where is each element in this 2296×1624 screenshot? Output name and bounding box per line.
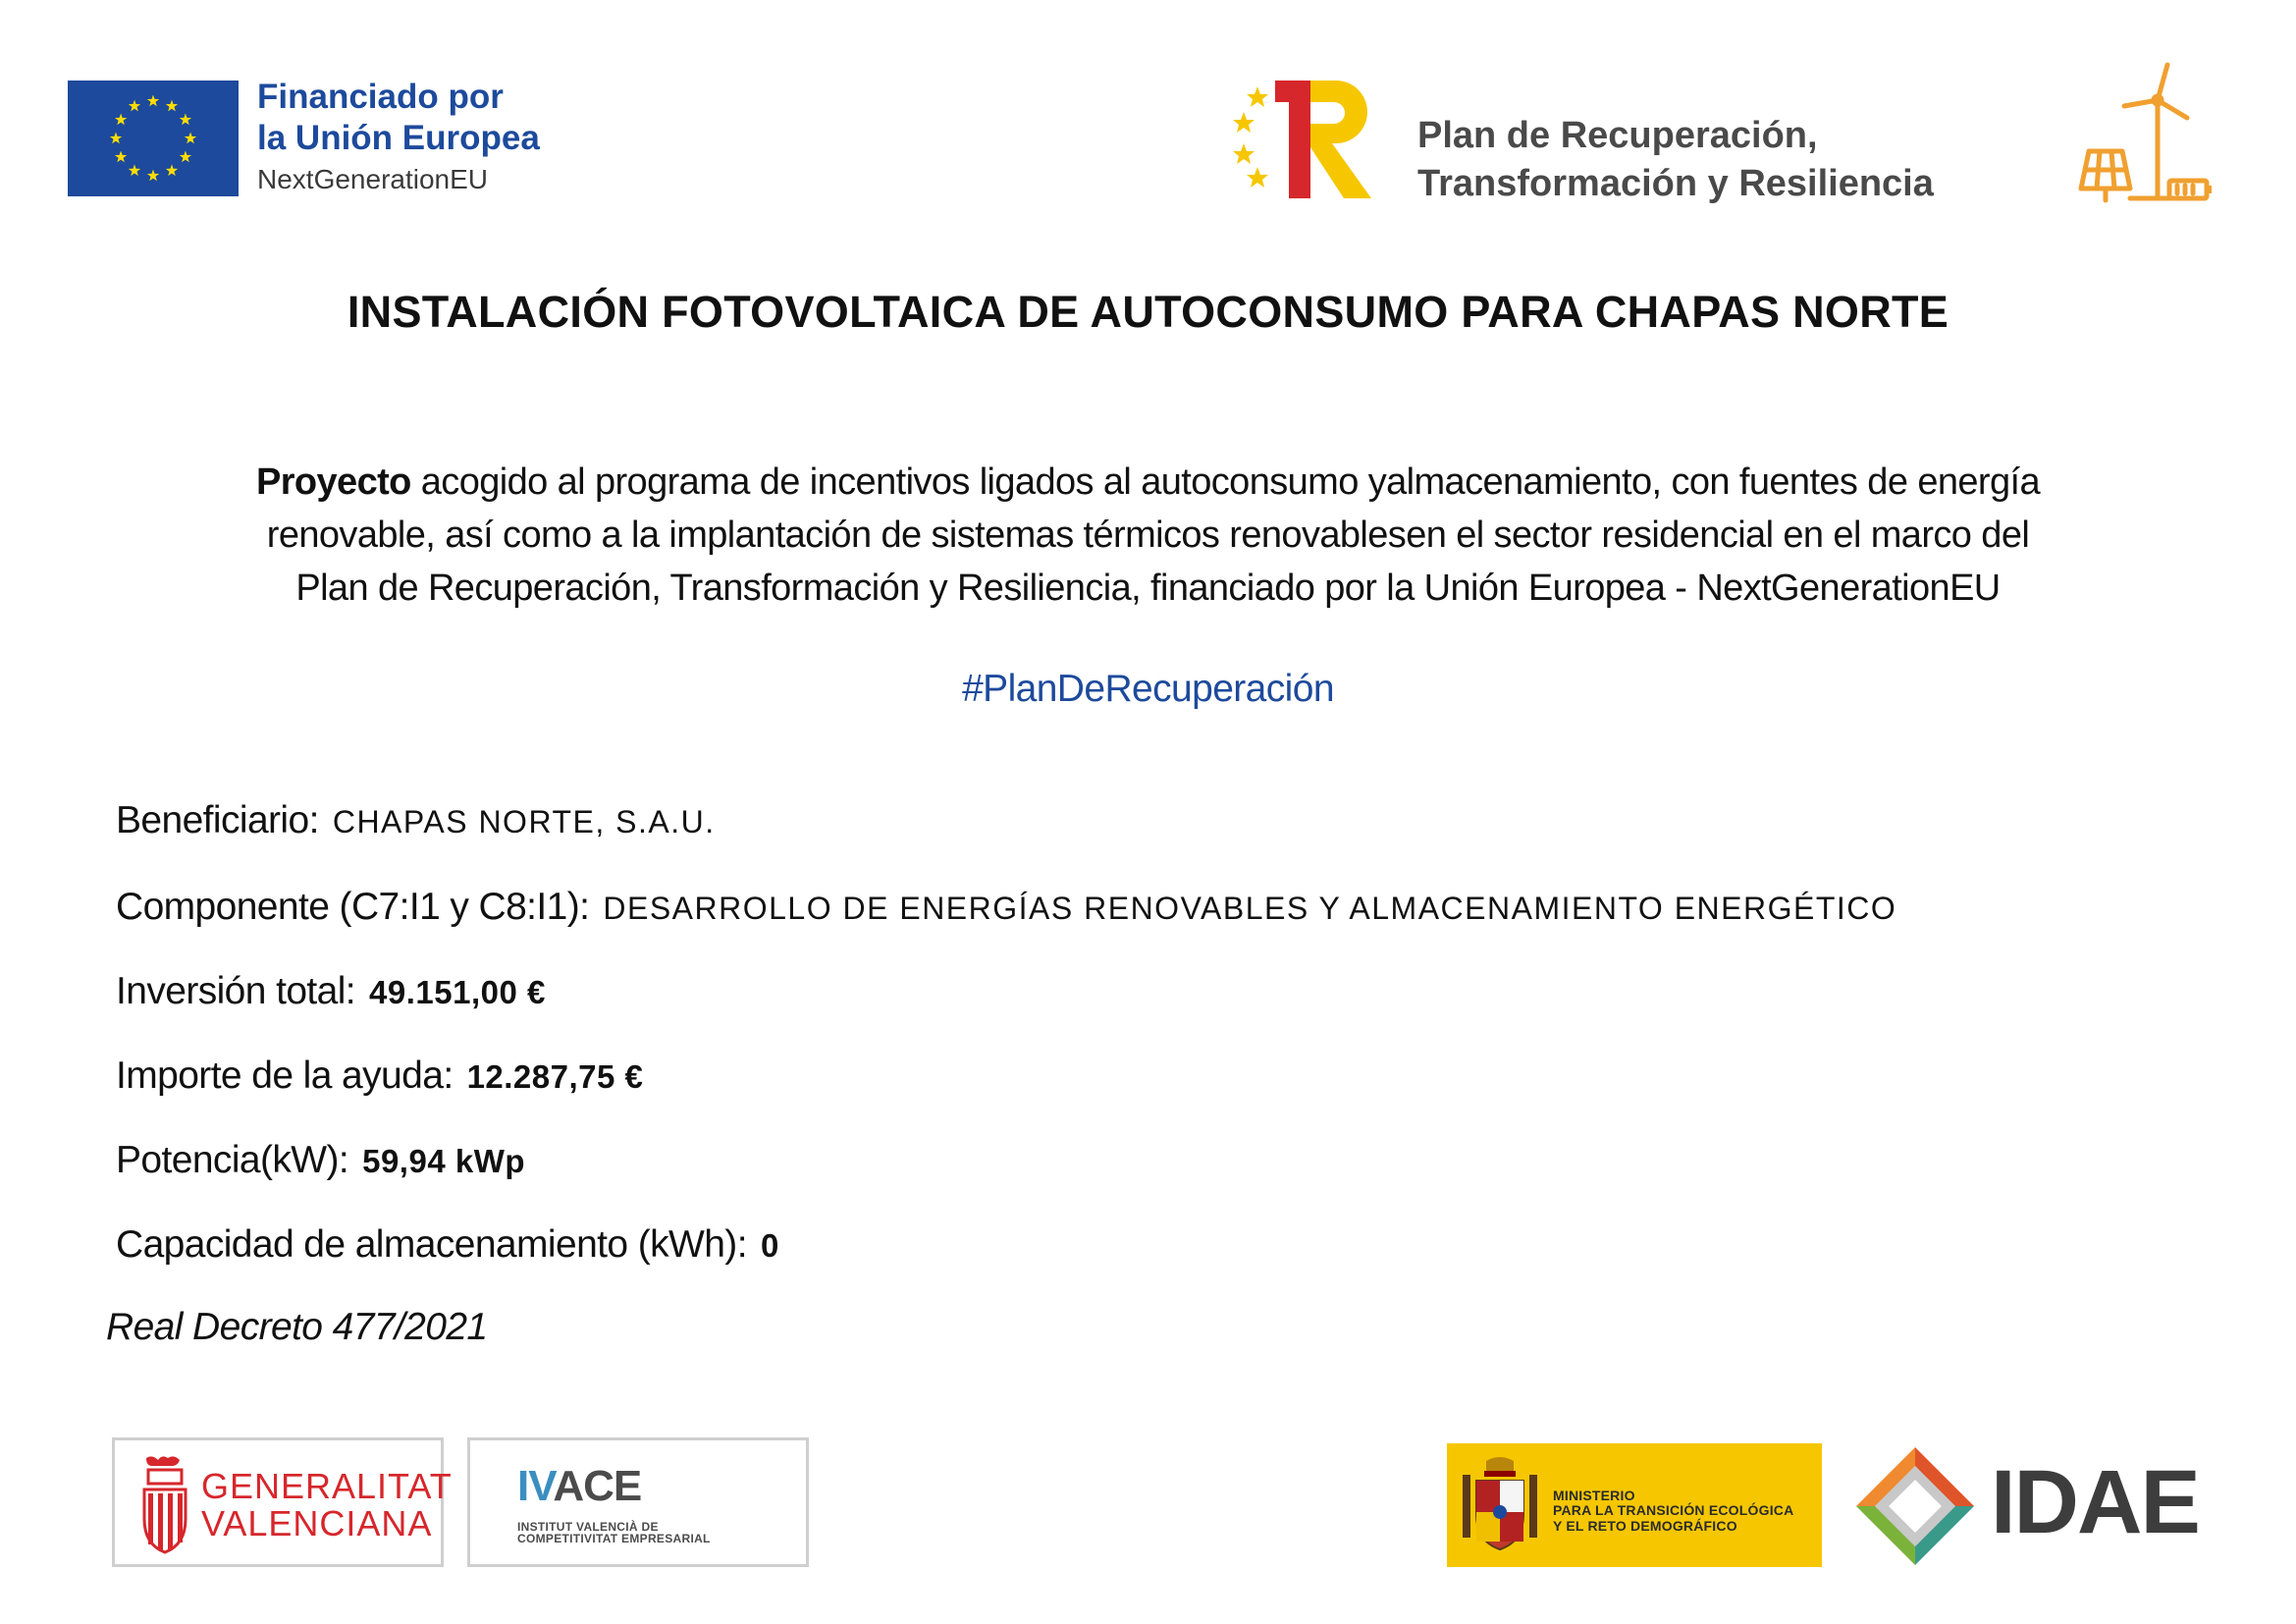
gv-crest-icon (138, 1454, 191, 1554)
generalitat-logo (112, 1437, 453, 1567)
prtr-text (1417, 112, 1934, 209)
field-inversion (116, 970, 546, 1013)
field-label: Inversión total: (116, 970, 356, 1012)
description-line1-rest: acogido al programa de incentivos ligados al autoconsumo yalmacenamiento, con fuentes de energía (410, 461, 2041, 503)
ivace-mark-rest: ACE (553, 1462, 642, 1510)
field-value: 59,94 kWp (362, 1143, 526, 1179)
hashtag: #PlanDeRecuperación (962, 668, 1334, 710)
idae-logo-icon (1852, 1443, 1978, 1569)
field-capacidad (116, 1223, 779, 1267)
eu-funding-line1: Financiado por (257, 78, 504, 116)
field-value: DESARROLLO DE ENERGÍAS RENOVABLES Y ALMACENAMIENTO ENERGÉTICO (603, 891, 1897, 926)
field-value: CHAPAS NORTE, S.A.U. (332, 804, 716, 839)
field-beneficiario (116, 799, 716, 842)
field-componente (116, 886, 1896, 929)
description-lead: Proyecto (255, 461, 411, 503)
field-label: Capacidad de almacenamiento (kWh): (116, 1223, 747, 1266)
description-line2: renovable, así como a la implantación de sistemas térmicos renovablesen el sector residencial en el marco del (266, 514, 2030, 556)
page-title: INSTALACIÓN FOTOVOLTAICA DE AUTOCONSUMO PARA CHAPAS NORTE (347, 287, 1949, 337)
field-importe (116, 1055, 643, 1098)
ministerio-line3: Y EL RETO DEMOGRÁFICO (1553, 1517, 1737, 1534)
description-line3: Plan de Recuperación, Transformación y Resiliencia, financiado por la Unión Europea - NextGenerationEU (295, 568, 2001, 609)
prtr-logo-icon (1230, 73, 1377, 202)
field-value: 12.287,75 € (466, 1058, 644, 1095)
description-line1 (98, 456, 2198, 509)
ministerio-text (1553, 1489, 1793, 1534)
gv-line1: GENERALITAT (201, 1466, 453, 1506)
prtr-line1: Plan de Recuperación, (1417, 115, 1818, 156)
eu-funding-line3: NextGenerationEU (257, 164, 489, 194)
energy-icon (2071, 61, 2218, 210)
ministerio-logo (1447, 1443, 1822, 1567)
field-label: Componente (C7:I1 y C8:I1): (116, 886, 590, 928)
field-label: Potencia(kW): (116, 1139, 349, 1181)
field-value: 0 (760, 1227, 779, 1264)
spain-crest-icon (1461, 1455, 1539, 1555)
field-potencia (116, 1139, 525, 1182)
ivace-sub2: COMPETITIVITAT EMPRESARIAL (517, 1532, 711, 1545)
eu-flag-icon (68, 81, 239, 196)
ministerio-line2: PARA LA TRANSICIÓN ECOLÓGICA (1553, 1502, 1794, 1519)
ivace-sub1: INSTITUT VALENCIÀ DE (517, 1520, 659, 1534)
eu-funding-text (257, 77, 540, 196)
field-label: Importe de la ayuda: (116, 1055, 454, 1097)
field-label: Beneficiario: (116, 799, 319, 841)
ministerio-line1: MINISTERIO (1553, 1488, 1635, 1503)
gv-line2: VALENCIANA (201, 1502, 433, 1543)
prtr-line2: Transformación y Resiliencia (1417, 163, 1934, 205)
ivace-logo (467, 1437, 809, 1567)
field-value: 49.151,00 € (369, 974, 546, 1010)
gv-text (201, 1468, 453, 1543)
ivace-subtitle (517, 1521, 711, 1544)
ivace-wordmark (517, 1462, 641, 1511)
ivace-mark-v: V (528, 1462, 554, 1510)
eu-funding-line2: la Unión Europea (257, 119, 540, 157)
project-description (98, 456, 2198, 615)
decree-reference: Real Decreto 477/2021 (106, 1306, 488, 1348)
ivace-mark-i: I (517, 1462, 529, 1510)
idae-wordmark: IDAE (1991, 1452, 2199, 1552)
